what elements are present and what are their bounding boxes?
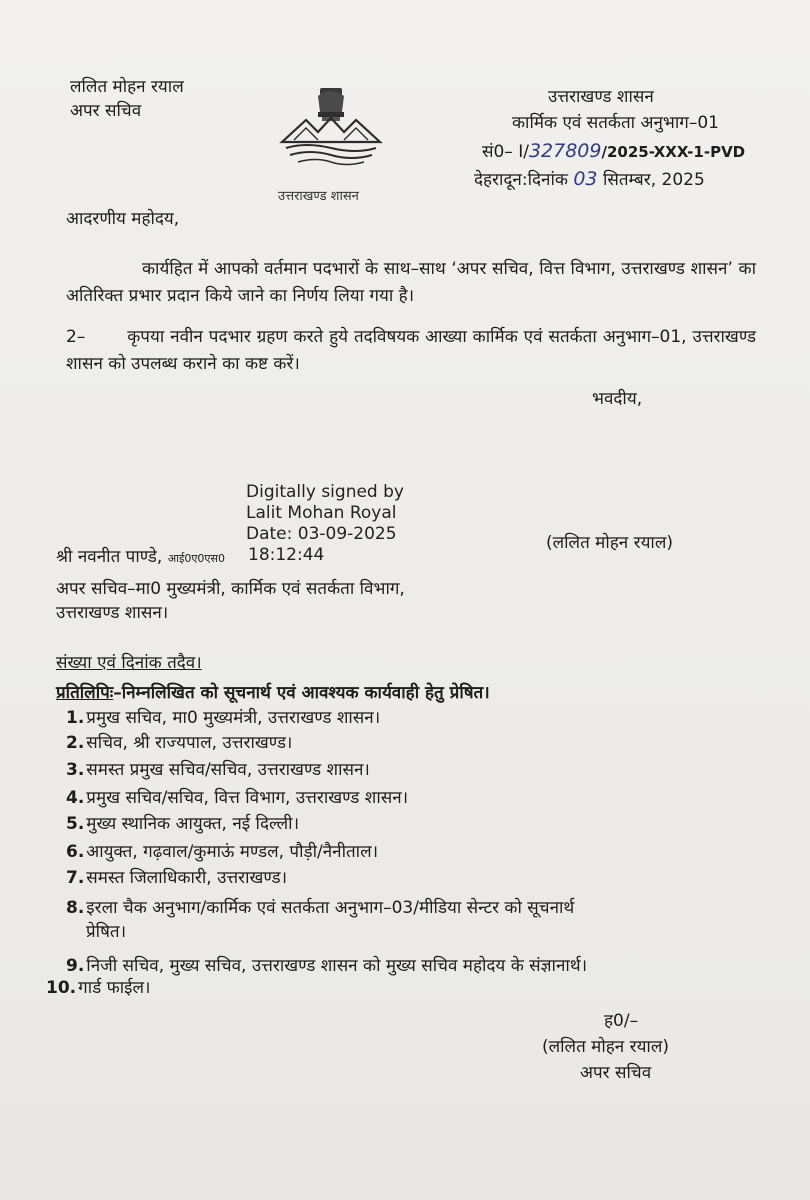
paragraph-2 xyxy=(66,324,756,378)
addressee-line2: अपर सचिव–मा0 मुख्यमंत्री, कार्मिक एवं सतर्कता विभाग, xyxy=(56,579,405,599)
list-item-number: 9. xyxy=(66,956,85,976)
signatory-bracket: (ललित मोहन रयाल) xyxy=(546,533,673,553)
paragraph-1: कार्यहित में आपको वर्तमान पदभारों के साथ–साथ ‘अपर सचिव, वित्त विभाग, उत्तराखण्ड शासन’ का अतिरिक्त प्रभार प्रदान किये जाने का निर्णय लिया गया है। xyxy=(66,259,756,306)
list-item xyxy=(66,786,408,810)
footer-designation: अपर सचिव xyxy=(580,1063,652,1083)
addressee-suffix: आई0ए0एस0 xyxy=(167,552,225,565)
addressee-name-text: श्री नवनीत पाण्डे, xyxy=(56,547,163,567)
list-item xyxy=(66,731,292,755)
list-item xyxy=(66,896,574,920)
emblem-caption: उत्तराखण्ड शासन xyxy=(278,189,359,204)
list-item xyxy=(66,954,587,978)
list-item xyxy=(66,812,299,836)
office-line2: कार्मिक एवं सतर्कता अनुभाग–01 xyxy=(512,113,719,133)
copy-intro-label: प्रतिलिपिः xyxy=(56,683,114,703)
list-item-text: इरला चैक अनुभाग/कार्मिक एवं सतर्कता अनुभाग–03/मीडिया सेन्टर को सूचनार्थ xyxy=(86,898,575,918)
copy-intro-text: –निम्नलिखित को सूचनार्थ एवं आवश्यक कार्यवाही हेतु प्रेषित। xyxy=(113,683,490,703)
digisig-line1: Digitally signed by xyxy=(246,482,404,502)
salutation: आदरणीय महोदय, xyxy=(66,209,180,229)
list-item xyxy=(66,840,378,864)
ref-suffix: /2025-XXX-1-PVD xyxy=(601,143,746,161)
reference-number xyxy=(482,140,745,163)
signed-mark: ह0/– xyxy=(604,1011,639,1031)
digisig-line2: Lalit Mohan Royal xyxy=(246,503,397,523)
office-line1: उत्तराखण्ड शासन xyxy=(548,87,654,107)
list-item-number: 5. xyxy=(66,814,85,834)
list-item-number: 1. xyxy=(66,708,85,728)
list-item-text: सचिव, श्री राज्यपाल, उत्तराखण्ड। xyxy=(86,733,293,753)
ref-handwritten: 327809 xyxy=(528,140,602,162)
list-item-text: प्रमुख सचिव/सचिव, वित्त विभाग, उत्तराखण्ड शासन। xyxy=(86,788,409,808)
date-suffix: सितम्बर, 2025 xyxy=(602,170,705,190)
emblem-icon xyxy=(276,82,386,182)
list-item-text: मुख्य स्थानिक आयुक्त, नई दिल्ली। xyxy=(86,814,300,834)
state-emblem xyxy=(276,82,386,182)
paragraph-2-number: 2– xyxy=(66,327,86,347)
ref-prefix: सं0– I/ xyxy=(482,142,529,162)
list-item xyxy=(66,758,370,782)
list-item xyxy=(66,866,287,890)
addressee-name xyxy=(56,546,225,570)
paragraph-2-text: कृपया नवीन पदभार ग्रहण करते हुये तदविषयक आख्या कार्मिक एवं सतर्कता अनुभाग–01, उत्तराखण्ड शासन को उपलब्ध कराने का कष्ट करें। xyxy=(66,327,756,374)
list-item-text: गार्ड फाईल। xyxy=(78,978,151,998)
sender-designation: अपर सचिव xyxy=(70,101,142,121)
list-item-text: समस्त जिलाधिकारी, उत्तराखण्ड। xyxy=(86,868,288,888)
addressee-line3: उत्तराखण्ड शासन। xyxy=(56,603,169,623)
letter-date xyxy=(474,168,705,191)
list-item-number: 7. xyxy=(66,868,85,888)
closing: भवदीय, xyxy=(592,389,643,409)
list-item-number: 8. xyxy=(66,898,85,918)
date-handwritten: 03 xyxy=(573,168,598,190)
list-item-number: 10. xyxy=(46,978,77,998)
list-item xyxy=(46,976,150,1000)
digisig-line3: Date: 03-09-2025 xyxy=(246,524,397,544)
digital-signature xyxy=(246,482,404,545)
list-item-text: समस्त प्रमुख सचिव/सचिव, उत्तराखण्ड शासन। xyxy=(86,760,370,780)
list-item-number: 3. xyxy=(66,760,85,780)
list-item xyxy=(66,706,380,730)
footer-name: (ललित मोहन रयाल) xyxy=(542,1037,669,1057)
list-item-number: 6. xyxy=(66,842,85,862)
digisig-line4: 18:12:44 xyxy=(248,545,325,565)
list-item-number: 4. xyxy=(66,788,85,808)
list-item-text: प्रमुख सचिव, मा0 मुख्यमंत्री, उत्तराखण्ड शासन। xyxy=(86,708,381,728)
list-item-number: 2. xyxy=(66,733,85,753)
list-item-text: आयुक्त, गढ़वाल/कुमाऊं मण्डल, पौड़ी/नैनीताल। xyxy=(86,842,379,862)
copy-heading: संख्या एवं दिनांक तदैव। xyxy=(56,653,202,673)
date-prefix: देहरादून:दिनांक xyxy=(474,170,568,190)
list-item-text: निजी सचिव, मुख्य सचिव, उत्तराखण्ड शासन को मुख्य सचिव महोदय के संज्ञानार्थ। xyxy=(86,956,588,976)
list-item-continuation: प्रेषित। xyxy=(86,922,127,942)
sender-name: ललित मोहन रयाल xyxy=(70,77,184,97)
copy-intro xyxy=(56,682,490,704)
